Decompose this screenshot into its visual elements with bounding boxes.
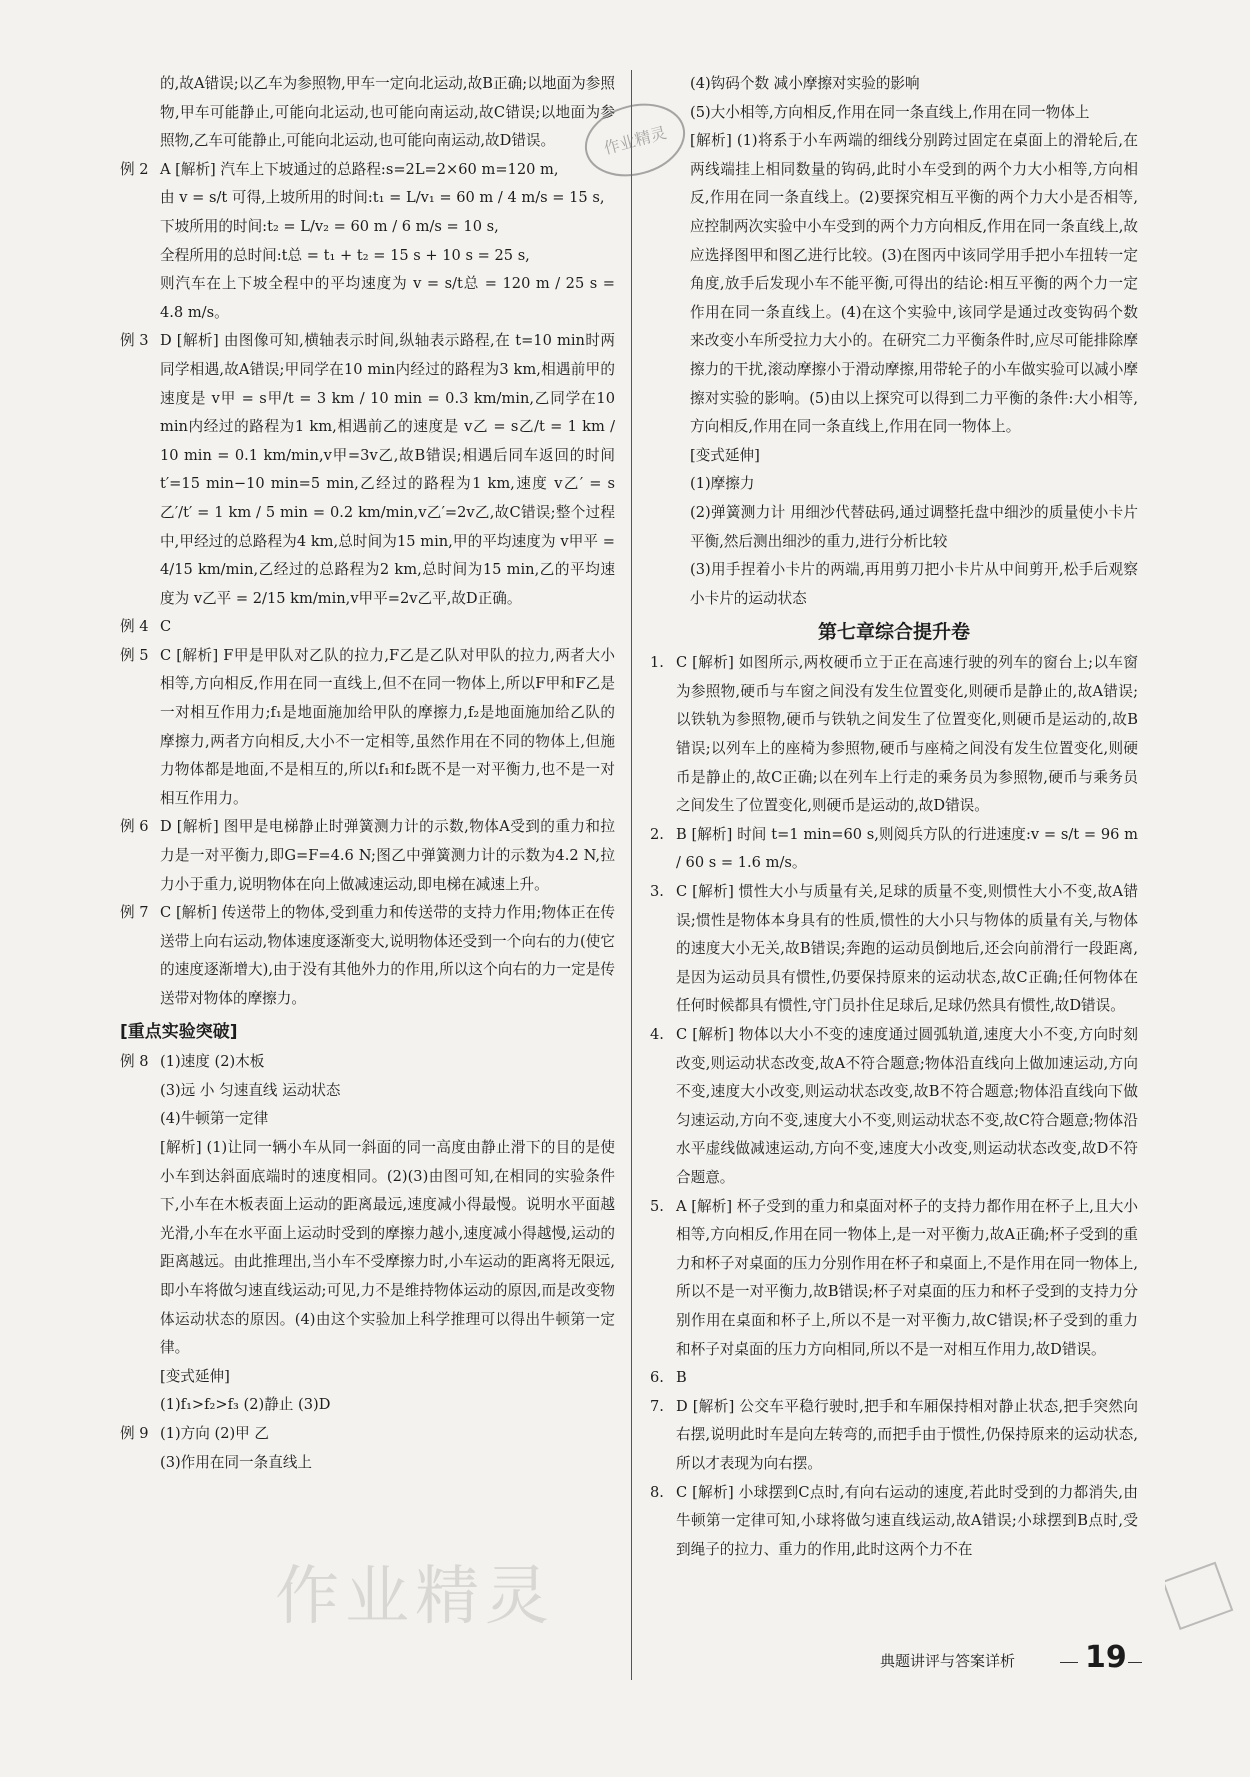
question-number: 8. <box>650 1483 664 1501</box>
column-divider <box>631 70 632 1680</box>
ex9-analysis: [解析] (1)将系于小车两端的细线分别跨过固定在桌面上的滑轮后,在两线端挂上相同数量的钩码,此时小车受到的两个力大小相等,方向相反,作用在同一条直线上。(2)要探究相互平衡的两个力大小是否相等,应控制两次实验中小车受到的两个力方向相反,作用在同一条直线上,故应选择图甲和图乙进行比较。(3)在图丙中该同学用手把小车扭转一定角度,放手后发现小车不能平衡,可得出的结论:相互平衡的两个力一定作用在同一条直线上。(4)在这个实验中,该同学是通过改变钩码个数来改变小车所受拉力大小的。在研究二力平衡条件时,应尽可能排除摩擦力的干扰,滚动摩擦小于滑动摩擦,用带轮子的小车做实验可以减小摩擦对实验的影响。(5)由以上探究可以得到二力平衡的条件:大小相等,方向相反,作用在同一条直线上,作用在同一物体上。 <box>690 132 1138 436</box>
question-text: D [解析] 公交车平稳行驶时,把手和车厢保持相对静止状态,把手突然向右摆,说明此时车是向左转弯的,而把手由于惯性,仍保持原来的运动状态,所以才表现为向右摆。 <box>676 1397 1138 1472</box>
question-text: A [解析] 杯子受到的重力和桌面对杯子的支持力都作用在杯子上,且大小相等,方向相反,作用在同一物体上,是一对平衡力,故A正确;杯子受到的重力和杯子对桌面的压力分别作用在杯子和桌面上,不是作用在同一物体上,所以不是一对平衡力,故B错误;杯子对桌面的压力和杯子受到的支持力分别作用在桌面和杯子上,所以不是一对平衡力,故C错误;杯子受到的重力和杯子对桌面的压力方向相同,所以不是一对相互作用力,故D错误。 <box>676 1197 1138 1358</box>
footer-text: 典题讲评与答案详析 <box>880 1652 1016 1670</box>
variant-item: (3)用手捏着小卡片的两端,再用剪刀把小卡片从中间剪开,松手后观察小卡片的运动状态 <box>690 561 1138 607</box>
ex7-text: C [解析] 传送带上的物体,受到重力和传送带的支持力作用;物体正在传送带上向右运动,物体速度逐渐变大,说明物体还受到一个向右的力(使它的速度逐渐增大),由于没有其他外力的作用,所以这个向右的力一定是传送带对物体的摩擦力。 <box>160 904 615 1007</box>
ex9-cont: (5)大小相等,方向相反,作用在同一条直线上,作用在同一物体上 <box>690 103 1090 121</box>
question-text: C [解析] 如图所示,两枚硬币立于正在高速行驶的列车的窗台上;以车窗为参照物,硬币与车窗之间没有发生位置变化,则硬币是静止的,故A错误;以铁轨为参照物,硬币与铁轨之间发生了位置变化,则硬币是运动的,故B错误;以列车上的座椅为参照物,硬币与座椅之间没有发生位置变化,则硬币是静止的,故C正确;以在列车上行走的乘务员为参照物,硬币与乘务员之间发生了位置变化,则硬币是运动的,故D错误。 <box>676 654 1138 815</box>
example-2 <box>120 156 615 328</box>
chapter-title: 第七章综合提升卷 <box>817 621 970 644</box>
example-9 <box>120 1420 615 1477</box>
question-text: B <box>676 1369 687 1387</box>
stamp-text: 作业精灵 <box>601 123 669 158</box>
ex2-line: 全程所用的总时间:t总 = t₁ + t₂ = 15 s + 10 s = 25 s, <box>160 246 530 264</box>
variant-heading: [变式延伸] <box>690 446 760 464</box>
section-heading: [重点实验突破] <box>120 1021 238 1042</box>
ex5-text: C [解析] F甲是甲队对乙队的拉力,F乙是乙队对甲队的拉力,两者大小相等,方向相反,作用在同一直线上,但不在同一物体上,所以F甲和F乙是一对相互作用力;f₁是地面施加给甲队的摩擦力,f₂是地面施加给乙队的摩擦力,两者方向相反,大小不一定相等,虽然作用在不同的物体上,但施力物体都是地面,不是相互的,所以f₁和f₂既不是一对平衡力,也不是一对相互作用力。 <box>160 646 615 807</box>
example-label: 例 4 <box>120 618 149 636</box>
question <box>650 649 1138 821</box>
question <box>650 1479 1138 1565</box>
page-number: 19 <box>1085 1640 1127 1675</box>
footer-dash <box>1128 1662 1142 1663</box>
ex2-line: A [解析] 汽车上下坡通过的总路程:s=2L=2×60 m=120 m, <box>160 160 559 178</box>
ex2-line: 则汽车在上下坡全程中的平均速度为 v = s/t总 = 120 m / 25 s = 4.8 m/s。 <box>160 275 615 321</box>
ex2-line: 下坡所用的时间:t₂ = L/v₂ = 60 m / 6 m/s = 10 s, <box>160 217 499 235</box>
question <box>650 1364 1138 1393</box>
question-number: 3. <box>650 883 664 901</box>
footer-dash <box>1060 1662 1078 1663</box>
question-number: 6. <box>650 1369 664 1387</box>
example-label: 例 7 <box>120 904 149 922</box>
ex8-answer: (1)速度 (2)木板 <box>160 1053 265 1071</box>
ex8-analysis: [解析] (1)让同一辆小车从同一斜面的同一高度由静止滑下的目的是使小车到达斜面底端时的速度相同。(2)(3)由图可知,在相同的实验条件下,小车在木板表面上运动的距离最远,速度减小得最慢。说明水平面越光滑,小车在水平面上运动时受到的摩擦力越小,速度减小得越慢,运动的距离越远。由此推理出,当小车不受摩擦力时,小车运动的距离将无限远,即小车将做匀速直线运动;可见,力不是维持物体运动的原因,而是改变物体运动状态的原因。(4)由这个实验加上科学推理可以得出牛顿第一定律。 <box>160 1138 615 1357</box>
question-text: C [解析] 小球摆到C点时,有向右运动的速度,若此时受到的力都消失,由牛顿第一定律可知,小球将做匀速直线运动,故A错误;小球摆到B点时,受到绳子的拉力、重力的作用,此时这两个力不在 <box>676 1483 1138 1558</box>
ex3-text: D [解析] 由图像可知,横轴表示时间,纵轴表示路程,在 t=10 min时两同学相遇,故A错误;甲同学在10 min内经过的路程为3 km,相遇前甲的速度是 v甲 = s甲/t = 3 km / 10 min = 0.3 km/min,乙同学在10 min内经过的路程为1 km,相遇前乙的速度是 v乙 = s乙/t = 1 km / 10 min = 0.1 km/min,v甲=3v乙,故B错误;相遇后同车返回的时间 t′=15 min−10 min=5 min,乙经过的路程为1 km,速度 v乙′ = s乙′/t′ = 1 km / 5 min = 0.2 km/min,v乙′=2v乙,故C错误;整个过程中,甲经过的总路程为4 km,总时间为15 min,甲的平均速度为 v甲平 = 4/15 km/min,乙经过的总路程为2 km,总时间为15 min,乙的平均速度为 v乙平 = 2/15 km/min,v甲平=2v乙平,故D正确。 <box>160 332 615 607</box>
corner-stamp-icon <box>1165 1560 1235 1630</box>
example-label: 例 2 <box>120 160 149 178</box>
ex6-text: D [解析] 图甲是电梯静止时弹簧测力计的示数,物体A受到的重力和拉力是一对平衡力,即G=F=4.6 N;图乙中弹簧测力计的示数为4.2 N,拉力小于重力,说明物体在向上做减速运动,即电梯在减速上升。 <box>160 818 615 893</box>
question <box>650 1193 1138 1365</box>
ex4-text: C <box>160 618 172 636</box>
question <box>650 878 1138 1021</box>
example-4 <box>120 613 615 642</box>
example-3 <box>120 327 615 613</box>
ex9-answer: (3)作用在同一条直线上 <box>160 1453 313 1471</box>
ex9-answer: (1)方向 (2)甲 乙 <box>160 1424 269 1442</box>
left-column <box>120 70 615 1477</box>
question-text: C [解析] 物体以大小不变的速度通过圆弧轨道,速度大小不变,方向时刻改变,则运动状态改变,故A不符合题意;物体沿直线向上做加速运动,方向不变,速度大小改变,则运动状态改变,故B不符合题意;物体沿直线向下做匀速运动,方向不变,速度大小不变,则运动状态不变,故C符合题意;物体沿水平虚线做减速运动,方向不变,速度大小改变,则运动状态改变,故D不符合题意。 <box>676 1026 1138 1186</box>
question <box>650 821 1138 878</box>
ex8-variant: (1)f₁>f₂>f₃ (2)静止 (3)D <box>160 1396 331 1414</box>
intro-paragraph: 的,故A错误;以乙车为参照物,甲车一定向北运动,故B正确;以地面为参照物,甲车可能静止,可能向北运动,也可能向南运动,故C错误;以地面为参照物,乙车可能静止,可能向北运动,也可能向南运动,故D错误。 <box>160 75 615 150</box>
variant-item: (2)弹簧测力计 用细沙代替砝码,通过调整托盘中细沙的质量使小卡片平衡,然后测出细沙的重力,进行分析比较 <box>690 503 1138 550</box>
stamp-icon <box>580 100 690 180</box>
question <box>650 1021 1138 1193</box>
page-footer <box>880 1640 1180 1680</box>
question-number: 7. <box>650 1397 664 1415</box>
watermark: 作业精灵 <box>275 1560 555 1634</box>
ex2-line: 由 v = s/t 可得,上坡所用的时间:t₁ = L/v₁ = 60 m / 4 m/s = 15 s, <box>160 189 605 207</box>
question-text: B [解析] 时间 t=1 min=60 s,则阅兵方队的行进速度:v = s/t = 96 m / 60 s = 1.6 m/s。 <box>676 825 1138 872</box>
ex9-cont: (4)钩码个数 减小摩擦对实验的影响 <box>690 75 920 92</box>
example-label: 例 6 <box>120 818 149 836</box>
question-number: 5. <box>650 1197 664 1215</box>
ex8-answer: (3)远 小 匀速直线 运动状态 <box>160 1081 341 1099</box>
question-number: 1. <box>650 654 664 672</box>
variant-item: (1)摩擦力 <box>690 475 755 493</box>
right-column <box>650 70 1138 1564</box>
question-text: C [解析] 惯性大小与质量有关,足球的质量不变,则惯性大小不变,故A错误;惯性是物体本身具有的性质,惯性的大小只与物体的质量有关,与物体的速度大小无关,故B错误;奔跑的运动员倒地后,还会向前滑行一段距离,是因为运动员具有惯性,仍要保持原来的运动状态,故C正确;任何物体在任何时候都具有惯性,守门员扑住足球后,足球仍然具有惯性,故D错误。 <box>676 883 1138 1015</box>
question <box>650 1393 1138 1479</box>
example-label: 例 8 <box>120 1053 149 1071</box>
example-label: 例 5 <box>120 646 149 664</box>
example-8 <box>120 1048 615 1420</box>
example-label: 例 3 <box>120 332 149 350</box>
example-6 <box>120 813 615 899</box>
example-5 <box>120 642 615 814</box>
example-7 <box>120 899 615 1013</box>
question-number: 2. <box>650 825 664 843</box>
ex8-answer: (4)牛顿第一定律 <box>160 1110 269 1128</box>
question-number: 4. <box>650 1026 664 1043</box>
variant-heading: [变式延伸] <box>160 1367 230 1385</box>
example-label: 例 9 <box>120 1424 149 1442</box>
